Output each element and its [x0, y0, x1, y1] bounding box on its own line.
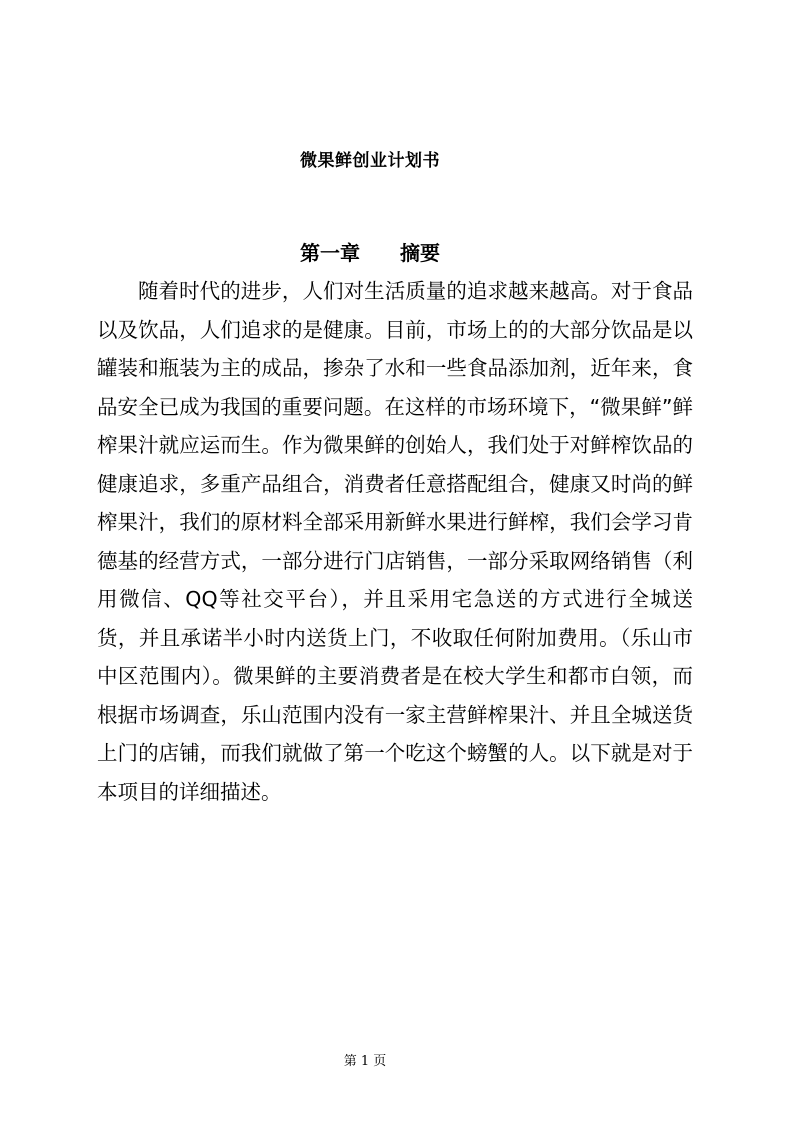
body-paragraph: 随着时代的进步，人们对生活质量的追求越来越高。对于食品以及饮品，人们追求的是健康。目前，市场上的的大部分饮品是以罐装和瓶装为主的成品，掺杂了水和一些食品添加剂，近年来，食品安全已成为我国的重要问题。在这样的市场环境下，“微果鲜”鲜榨果汁就应运而生。作为微果鲜的创始人，我们处于对鲜榨饮品的健康追求，多重产品组合，消费者任意搭配组合，健康又时尚的鲜榨果汁，我们的原材料全部采用新鲜水果进行鲜榨，我们会学习肯德基的经营方式，一部分进行门店销售，一部分采取网络销售（利用微信、QQ等社交平台），并且采用宅急送的方式进行全城送货，并且承诺半小时内送货上门，不收取任何附加费用。（乐山市中区范围内）。微果鲜的主要消费者是在校大学生和都市白领，而根据市场调查，乐山范围内没有一家主营鲜榨果汁、并且全城送货上门的店铺，而我们就做了第一个吃这个螃蟹的人。以下就是对于本项目的详细描述。 — [97, 279, 693, 804]
chapter-name: 摘要 — [400, 241, 440, 265]
chapter-heading — [0, 237, 740, 266]
chapter-number: 第一章 — [300, 241, 360, 265]
document-title: 微果鲜创业计划书 — [300, 151, 440, 171]
page-number-footer: 第 1 页 — [343, 1054, 387, 1069]
